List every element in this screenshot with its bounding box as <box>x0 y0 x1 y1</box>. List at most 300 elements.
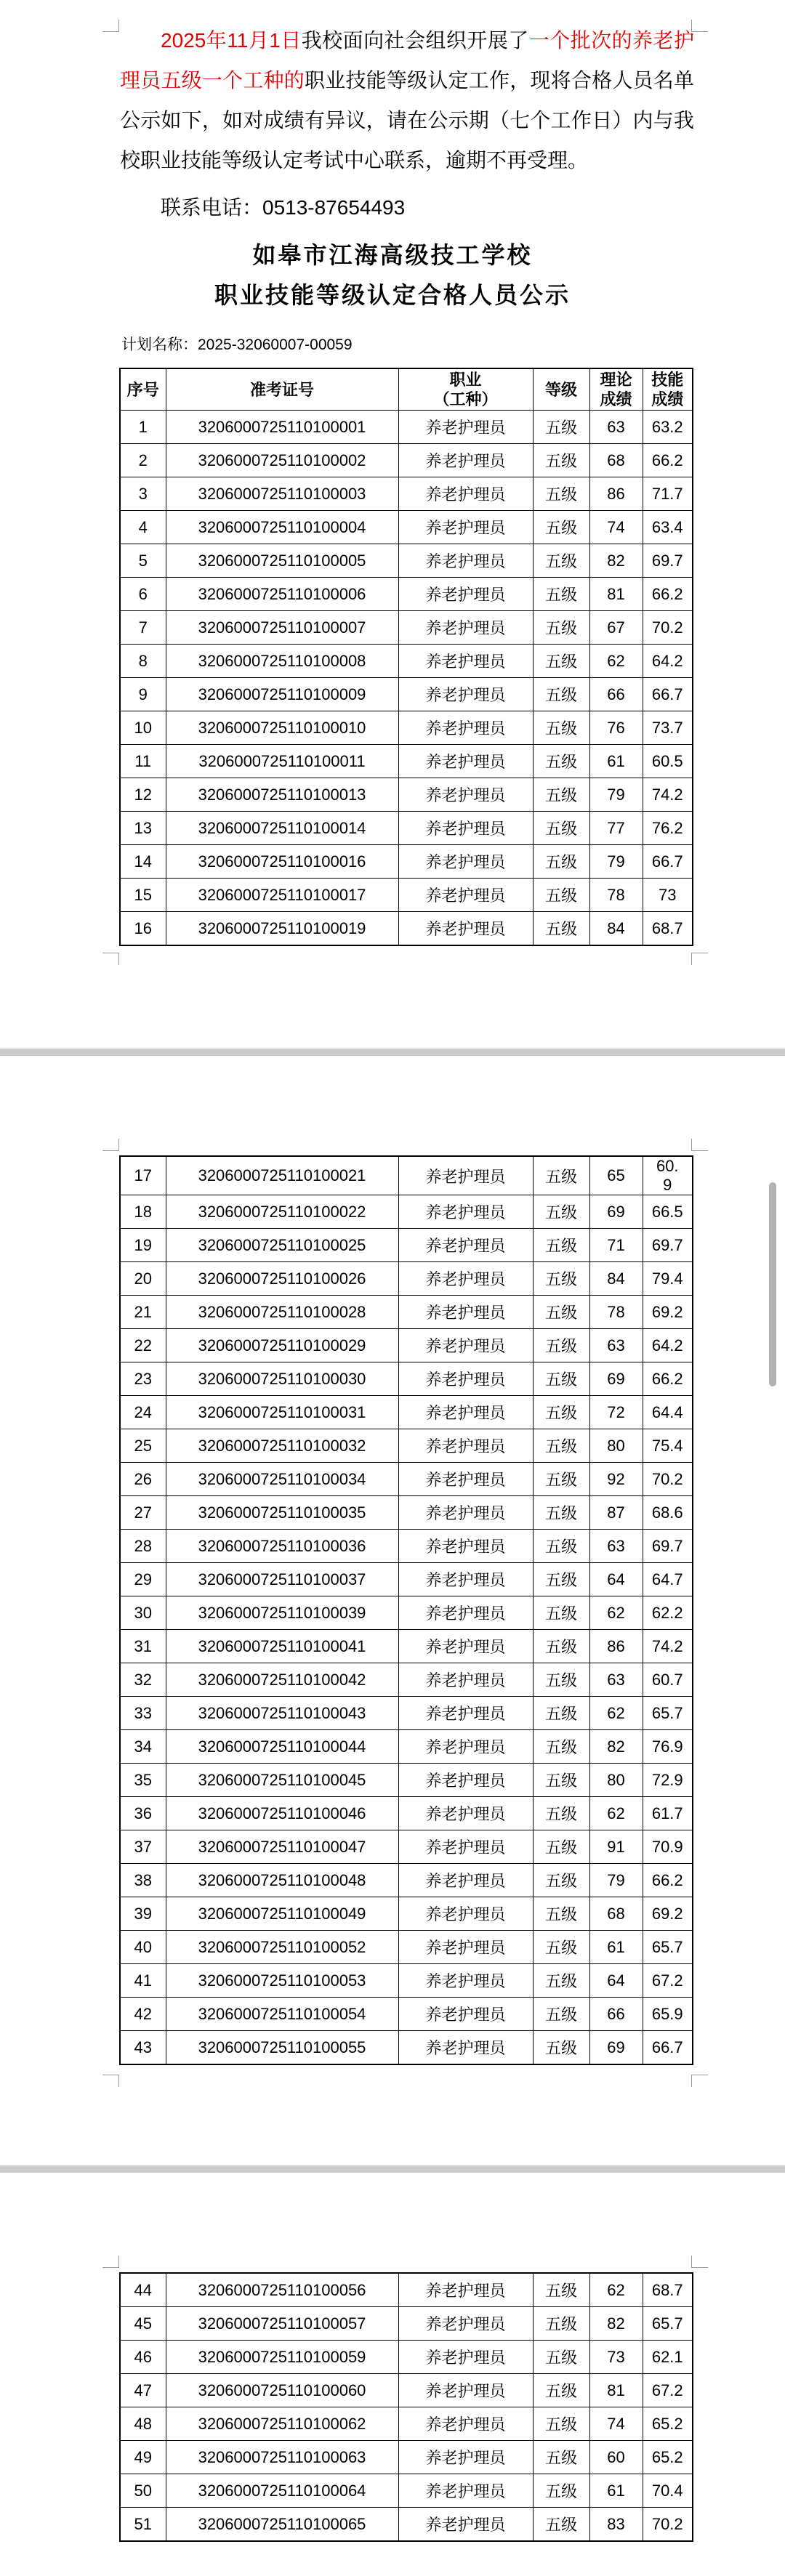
cell-occupation: 养老护理员 <box>398 1797 533 1830</box>
contact-phone-line: 联系电话：0513-87654493 <box>161 196 406 219</box>
cell-ticket: 3206000725110100002 <box>166 444 398 477</box>
table-row <box>120 411 693 444</box>
cell-level: 五级 <box>533 1195 589 1229</box>
cell-no: 3 <box>120 477 166 511</box>
cell-no: 7 <box>120 611 166 645</box>
column-header: 准考证号 <box>166 368 398 411</box>
cell-skill: 76.9 <box>643 1730 693 1764</box>
cell-occupation: 养老护理员 <box>398 1329 533 1362</box>
cell-level: 五级 <box>533 711 589 745</box>
cell-theory: 91 <box>589 1830 643 1864</box>
cell-skill: 70.2 <box>643 611 693 645</box>
table-row <box>120 1362 693 1396</box>
cell-level: 五级 <box>533 611 589 645</box>
table-row <box>120 645 693 678</box>
cell-occupation: 养老护理员 <box>398 879 533 912</box>
document-page-2 <box>0 1056 785 2165</box>
cell-level: 五级 <box>533 511 589 544</box>
cell-level: 五级 <box>533 912 589 946</box>
cell-level: 五级 <box>533 544 589 578</box>
cell-ticket: 3206000725110100048 <box>166 1864 398 1897</box>
cell-occupation: 养老护理员 <box>398 1362 533 1396</box>
cell-ticket: 3206000725110100011 <box>166 745 398 778</box>
cell-skill: 67.2 <box>643 1964 693 1998</box>
cell-level: 五级 <box>533 1262 589 1296</box>
table-row <box>120 1530 693 1563</box>
cell-occupation: 养老护理员 <box>398 645 533 678</box>
cell-theory: 77 <box>589 812 643 845</box>
notice-text: 职业技能等级认定工作，现将合格人员名单公示如下，如对成绩有异议，请在公示期（七个工作日）内与我校职业技能等级认定考试中心联系，逾期不再受理。 <box>120 69 694 171</box>
cell-ticket: 3206000725110100043 <box>166 1697 398 1730</box>
notice-date-text: 2025年11月1日 <box>161 29 302 52</box>
cell-ticket: 3206000725110100029 <box>166 1329 398 1362</box>
cell-theory: 69 <box>589 2031 643 2065</box>
cell-occupation: 养老护理员 <box>398 1296 533 1329</box>
cell-level: 五级 <box>533 1496 589 1530</box>
cell-ticket: 3206000725110100004 <box>166 511 398 544</box>
cell-occupation: 养老护理员 <box>398 2341 533 2374</box>
cell-ticket: 3206000725110100052 <box>166 1931 398 1964</box>
cell-no: 23 <box>120 1362 166 1396</box>
table-row <box>120 1897 693 1931</box>
page-margin-mark <box>691 2256 708 2268</box>
cell-skill: 62.2 <box>643 1596 693 1630</box>
cell-no: 31 <box>120 1630 166 1663</box>
cell-skill: 69.7 <box>643 1530 693 1563</box>
cell-ticket: 3206000725110100062 <box>166 2407 398 2441</box>
page-margin-mark <box>102 20 119 32</box>
cell-theory: 79 <box>589 778 643 812</box>
cell-no: 26 <box>120 1463 166 1496</box>
table-row <box>120 544 693 578</box>
cell-no: 2 <box>120 444 166 477</box>
cell-skill: 62.1 <box>643 2341 693 2374</box>
page-margin-mark <box>691 1139 708 1151</box>
cell-level: 五级 <box>533 645 589 678</box>
cell-level: 五级 <box>533 1697 589 1730</box>
cell-no: 21 <box>120 1296 166 1329</box>
cell-theory: 72 <box>589 1396 643 1429</box>
page-margin-mark <box>102 953 119 965</box>
cell-theory: 76 <box>589 711 643 745</box>
cell-occupation: 养老护理员 <box>398 678 533 711</box>
cell-skill: 64.2 <box>643 645 693 678</box>
table-row <box>120 477 693 511</box>
page-margin-mark <box>691 953 708 965</box>
cell-occupation: 养老护理员 <box>398 2441 533 2474</box>
cell-level: 五级 <box>533 1156 589 1195</box>
vertical-scrollbar-thumb[interactable] <box>769 1182 776 1386</box>
cell-skill: 76.2 <box>643 812 693 845</box>
cell-theory: 64 <box>589 1563 643 1596</box>
cell-no: 14 <box>120 845 166 879</box>
cell-level: 五级 <box>533 678 589 711</box>
cell-level: 五级 <box>533 1329 589 1362</box>
column-header: 职业 （工种） <box>398 368 533 411</box>
cell-occupation: 养老护理员 <box>398 2508 533 2542</box>
cell-skill: 73 <box>643 879 693 912</box>
cell-theory: 78 <box>589 1296 643 1329</box>
cell-ticket: 3206000725110100035 <box>166 1496 398 1530</box>
table-row <box>120 1195 693 1229</box>
cell-no: 42 <box>120 1998 166 2031</box>
cell-theory: 69 <box>589 1195 643 1229</box>
cell-theory: 66 <box>589 1998 643 2031</box>
cell-level: 五级 <box>533 812 589 845</box>
cell-occupation: 养老护理员 <box>398 912 533 946</box>
cell-skill: 79.4 <box>643 1262 693 1296</box>
cell-theory: 71 <box>589 1229 643 1262</box>
cell-skill: 60.5 <box>643 745 693 778</box>
cell-occupation: 养老护理员 <box>398 1429 533 1463</box>
cell-ticket: 3206000725110100009 <box>166 678 398 711</box>
cell-level: 五级 <box>533 2508 589 2542</box>
cell-level: 五级 <box>533 1897 589 1931</box>
cell-no: 34 <box>120 1730 166 1764</box>
cell-occupation: 养老护理员 <box>398 2407 533 2441</box>
cell-theory: 87 <box>589 1496 643 1530</box>
cell-ticket: 3206000725110100042 <box>166 1663 398 1697</box>
cell-no: 45 <box>120 2307 166 2341</box>
cell-theory: 63 <box>589 1663 643 1697</box>
cell-skill: 69.7 <box>643 544 693 578</box>
cell-skill: 63.4 <box>643 511 693 544</box>
results-table-page-2 <box>119 1155 693 2065</box>
cell-ticket: 3206000725110100041 <box>166 1630 398 1663</box>
results-table-page-3 <box>119 2272 693 2542</box>
cell-occupation: 养老护理员 <box>398 1964 533 1998</box>
cell-no: 49 <box>120 2441 166 2474</box>
cell-skill: 66.7 <box>643 678 693 711</box>
cell-no: 8 <box>120 645 166 678</box>
cell-occupation: 养老护理员 <box>398 611 533 645</box>
table-row <box>120 1964 693 1998</box>
cell-no: 44 <box>120 2273 166 2307</box>
cell-occupation: 养老护理员 <box>398 2307 533 2341</box>
cell-ticket: 3206000725110100037 <box>166 1563 398 1596</box>
table-row <box>120 2407 693 2441</box>
cell-skill: 65.7 <box>643 1931 693 1964</box>
cell-occupation: 养老护理员 <box>398 1496 533 1530</box>
cell-theory: 63 <box>589 411 643 444</box>
cell-skill: 68.7 <box>643 2273 693 2307</box>
cell-level: 五级 <box>533 411 589 444</box>
cell-ticket: 3206000725110100065 <box>166 2508 398 2542</box>
cell-theory: 64 <box>589 1964 643 1998</box>
cell-theory: 67 <box>589 611 643 645</box>
cell-theory: 74 <box>589 2407 643 2441</box>
cell-theory: 62 <box>589 645 643 678</box>
cell-occupation: 养老护理员 <box>398 812 533 845</box>
cell-occupation: 养老护理员 <box>398 477 533 511</box>
cell-no: 4 <box>120 511 166 544</box>
cell-occupation: 养老护理员 <box>398 845 533 879</box>
cell-level: 五级 <box>533 1463 589 1496</box>
cell-theory: 68 <box>589 1897 643 1931</box>
table-row <box>120 2474 693 2508</box>
cell-occupation: 养老护理员 <box>398 411 533 444</box>
cell-occupation: 养老护理员 <box>398 1830 533 1864</box>
cell-theory: 62 <box>589 1596 643 1630</box>
cell-occupation: 养老护理员 <box>398 1596 533 1630</box>
cell-level: 五级 <box>533 1964 589 1998</box>
table-row <box>120 678 693 711</box>
cell-level: 五级 <box>533 1396 589 1429</box>
cell-theory: 62 <box>589 1797 643 1830</box>
cell-occupation: 养老护理员 <box>398 2374 533 2407</box>
cell-no: 11 <box>120 745 166 778</box>
cell-no: 18 <box>120 1195 166 1229</box>
table-row <box>120 1229 693 1262</box>
cell-ticket: 3206000725110100063 <box>166 2441 398 2474</box>
cell-no: 22 <box>120 1329 166 1362</box>
cell-no: 40 <box>120 1931 166 1964</box>
cell-occupation: 养老护理员 <box>398 578 533 611</box>
cell-skill: 66.5 <box>643 1195 693 1229</box>
cell-level: 五级 <box>533 2307 589 2341</box>
cell-no: 10 <box>120 711 166 745</box>
cell-skill: 74.2 <box>643 778 693 812</box>
cell-skill: 71.7 <box>643 477 693 511</box>
cell-skill: 70.4 <box>643 2474 693 2508</box>
cell-theory: 66 <box>589 678 643 711</box>
cell-theory: 81 <box>589 578 643 611</box>
cell-theory: 84 <box>589 912 643 946</box>
cell-theory: 63 <box>589 1329 643 1362</box>
cell-ticket: 3206000725110100055 <box>166 2031 398 2065</box>
table-row <box>120 2374 693 2407</box>
cell-skill: 65.9 <box>643 1998 693 2031</box>
cell-occupation: 养老护理员 <box>398 1530 533 1563</box>
column-header: 理论 成绩 <box>589 368 643 411</box>
cell-no: 19 <box>120 1229 166 1262</box>
cell-theory: 69 <box>589 1362 643 1396</box>
cell-no: 48 <box>120 2407 166 2441</box>
cell-theory: 78 <box>589 879 643 912</box>
page-margin-mark <box>691 2075 708 2087</box>
table-row <box>120 1463 693 1496</box>
cell-theory: 74 <box>589 511 643 544</box>
cell-level: 五级 <box>533 2441 589 2474</box>
cell-ticket: 3206000725110100007 <box>166 611 398 645</box>
table-row <box>120 1563 693 1596</box>
cell-no: 27 <box>120 1496 166 1530</box>
cell-no: 16 <box>120 912 166 946</box>
cell-ticket: 3206000725110100039 <box>166 1596 398 1630</box>
table-row <box>120 711 693 745</box>
cell-occupation: 养老护理员 <box>398 511 533 544</box>
cell-skill: 60.7 <box>643 1663 693 1697</box>
table-row <box>120 2307 693 2341</box>
cell-skill: 66.7 <box>643 2031 693 2065</box>
cell-theory: 82 <box>589 1730 643 1764</box>
cell-ticket: 3206000725110100001 <box>166 411 398 444</box>
cell-skill: 65.2 <box>643 2407 693 2441</box>
cell-skill: 66.2 <box>643 578 693 611</box>
table-row <box>120 444 693 477</box>
cell-skill: 64.7 <box>643 1563 693 1596</box>
notice-paragraph <box>120 20 694 180</box>
table-row <box>120 1429 693 1463</box>
cell-no: 32 <box>120 1663 166 1697</box>
cell-skill: 61.7 <box>643 1797 693 1830</box>
results-table-page-1 <box>119 368 693 946</box>
cell-level: 五级 <box>533 2273 589 2307</box>
table-row <box>120 1830 693 1864</box>
cell-occupation: 养老护理员 <box>398 1730 533 1764</box>
cell-theory: 80 <box>589 1429 643 1463</box>
notice-text: 我校面向社会组织开展了 <box>301 29 529 52</box>
table-row <box>120 1764 693 1797</box>
cell-ticket: 3206000725110100034 <box>166 1463 398 1496</box>
cell-ticket: 3206000725110100022 <box>166 1195 398 1229</box>
cell-ticket: 3206000725110100017 <box>166 879 398 912</box>
table-row <box>120 1797 693 1830</box>
cell-level: 五级 <box>533 1998 589 2031</box>
cell-skill: 65.7 <box>643 1697 693 1730</box>
cell-theory: 62 <box>589 2273 643 2307</box>
cell-ticket: 3206000725110100019 <box>166 912 398 946</box>
cell-level: 五级 <box>533 1764 589 1797</box>
table-row <box>120 812 693 845</box>
cell-occupation: 养老护理员 <box>398 745 533 778</box>
cell-ticket: 3206000725110100025 <box>166 1229 398 1262</box>
cell-ticket: 3206000725110100021 <box>166 1156 398 1195</box>
cell-ticket: 3206000725110100028 <box>166 1296 398 1329</box>
cell-skill: 68.7 <box>643 912 693 946</box>
cell-theory: 84 <box>589 1262 643 1296</box>
table-row <box>120 2508 693 2542</box>
cell-level: 五级 <box>533 1530 589 1563</box>
cell-theory: 80 <box>589 1764 643 1797</box>
cell-level: 五级 <box>533 1362 589 1396</box>
cell-no: 30 <box>120 1596 166 1630</box>
cell-no: 20 <box>120 1262 166 1296</box>
cell-ticket: 3206000725110100005 <box>166 544 398 578</box>
cell-theory: 61 <box>589 745 643 778</box>
cell-skill: 64.4 <box>643 1396 693 1429</box>
cell-ticket: 3206000725110100045 <box>166 1764 398 1797</box>
table-row <box>120 1697 693 1730</box>
cell-skill: 68.6 <box>643 1496 693 1530</box>
cell-occupation: 养老护理员 <box>398 1229 533 1262</box>
cell-occupation: 养老护理员 <box>398 1663 533 1697</box>
cell-level: 五级 <box>533 444 589 477</box>
page-margin-mark <box>102 1139 119 1151</box>
cell-skill: 72.9 <box>643 1764 693 1797</box>
table-row <box>120 1931 693 1964</box>
cell-ticket: 3206000725110100014 <box>166 812 398 845</box>
cell-occupation: 养老护理员 <box>398 1897 533 1931</box>
cell-ticket: 3206000725110100003 <box>166 477 398 511</box>
cell-skill: 69.2 <box>643 1296 693 1329</box>
document-page-1 <box>0 0 785 1049</box>
cell-skill: 66.2 <box>643 1362 693 1396</box>
cell-ticket: 3206000725110100008 <box>166 645 398 678</box>
cell-no: 28 <box>120 1530 166 1563</box>
cell-ticket: 3206000725110100053 <box>166 1964 398 1998</box>
cell-occupation: 养老护理员 <box>398 544 533 578</box>
cell-no: 35 <box>120 1764 166 1797</box>
cell-no: 46 <box>120 2341 166 2374</box>
page-gap-divider <box>0 2165 785 2173</box>
title-block <box>0 235 785 315</box>
cell-occupation: 养老护理员 <box>398 1630 533 1663</box>
cell-ticket: 3206000725110100064 <box>166 2474 398 2508</box>
cell-theory: 86 <box>589 477 643 511</box>
cell-skill: 70.2 <box>643 2508 693 2542</box>
cell-occupation: 养老护理员 <box>398 1262 533 1296</box>
cell-level: 五级 <box>533 1931 589 1964</box>
cell-ticket: 3206000725110100049 <box>166 1897 398 1931</box>
table-row <box>120 1296 693 1329</box>
cell-no: 47 <box>120 2374 166 2407</box>
cell-skill: 60.9 <box>643 1156 693 1195</box>
table-row <box>120 1262 693 1296</box>
table-row <box>120 2273 693 2307</box>
cell-no: 29 <box>120 1563 166 1596</box>
cell-no: 43 <box>120 2031 166 2065</box>
cell-ticket: 3206000725110100046 <box>166 1797 398 1830</box>
cell-level: 五级 <box>533 2474 589 2508</box>
cell-ticket: 3206000725110100031 <box>166 1396 398 1429</box>
cell-ticket: 3206000725110100044 <box>166 1730 398 1764</box>
cell-occupation: 养老护理员 <box>398 1864 533 1897</box>
column-header: 技能 成绩 <box>643 368 693 411</box>
cell-occupation: 养老护理员 <box>398 778 533 812</box>
cell-skill: 65.7 <box>643 2307 693 2341</box>
cell-no: 25 <box>120 1429 166 1463</box>
cell-theory: 61 <box>589 1931 643 1964</box>
cell-skill: 66.2 <box>643 1864 693 1897</box>
cell-no: 1 <box>120 411 166 444</box>
cell-ticket: 3206000725110100056 <box>166 2273 398 2307</box>
page-gap-divider <box>0 1049 785 1056</box>
table-row <box>120 2031 693 2065</box>
cell-level: 五级 <box>533 578 589 611</box>
notice-highlight-text: 一个批次的养老护理员五级一个工种的 <box>120 29 694 92</box>
page-margin-mark <box>102 2256 119 2268</box>
table-row <box>120 912 693 946</box>
cell-no: 5 <box>120 544 166 578</box>
cell-no: 6 <box>120 578 166 611</box>
cell-skill: 75.4 <box>643 1429 693 1463</box>
cell-skill: 63.2 <box>643 411 693 444</box>
cell-level: 五级 <box>533 1229 589 1262</box>
cell-ticket: 3206000725110100060 <box>166 2374 398 2407</box>
cell-occupation: 养老护理员 <box>398 2474 533 2508</box>
cell-level: 五级 <box>533 2031 589 2065</box>
cell-theory: 60 <box>589 2441 643 2474</box>
table-row <box>120 879 693 912</box>
cell-occupation: 养老护理员 <box>398 2031 533 2065</box>
cell-level: 五级 <box>533 1630 589 1663</box>
cell-theory: 65 <box>589 1156 643 1195</box>
cell-occupation: 养老护理员 <box>398 444 533 477</box>
cell-skill: 64.2 <box>643 1329 693 1362</box>
cell-no: 17 <box>120 1156 166 1195</box>
cell-no: 39 <box>120 1897 166 1931</box>
cell-occupation: 养老护理员 <box>398 1998 533 2031</box>
table-row <box>120 1396 693 1429</box>
table-row <box>120 1663 693 1697</box>
table-header-row <box>120 368 693 411</box>
cell-no: 41 <box>120 1964 166 1998</box>
cell-theory: 68 <box>589 444 643 477</box>
cell-skill: 66.2 <box>643 444 693 477</box>
cell-theory: 63 <box>589 1530 643 1563</box>
cell-level: 五级 <box>533 778 589 812</box>
